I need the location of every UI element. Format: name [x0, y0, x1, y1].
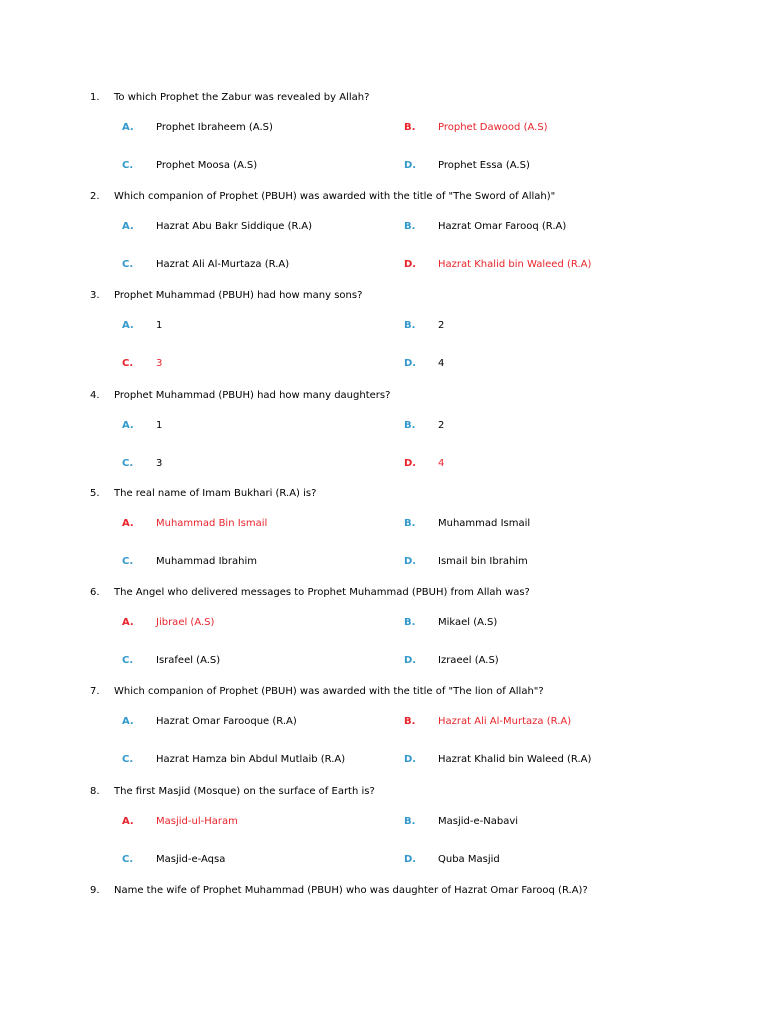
option-letter: A.	[122, 518, 134, 529]
question-number: 5.	[90, 488, 100, 499]
option-text: Hazrat Khalid bin Waleed (R.A)	[438, 754, 592, 765]
question-text: The first Masjid (Mosque) on the surface of Earth is?	[114, 786, 375, 797]
option-text: Masjid-e-Aqsa	[156, 854, 226, 865]
option-text: Izraeel (A.S)	[438, 655, 499, 666]
option-letter: A.	[122, 221, 134, 232]
option-letter: D.	[404, 754, 417, 765]
option-text: Prophet Ibraheem (A.S)	[156, 122, 273, 133]
question-text: Name the wife of Prophet Muhammad (PBUH) who was daughter of Hazrat Omar Farooq (R.A)?	[114, 885, 588, 896]
option-text: 1	[156, 320, 163, 331]
option-text: Quba Masjid	[438, 854, 500, 865]
option-text: Hazrat Hamza bin Abdul Mutlaib (R.A)	[156, 754, 346, 765]
option-letter: C.	[122, 556, 134, 567]
option-text: Israfeel (A.S)	[156, 655, 221, 666]
correct-answer-text: Hazrat Khalid bin Waleed (R.A)	[438, 259, 592, 270]
option-letter: C.	[122, 160, 134, 171]
option-letter: B.	[404, 320, 416, 331]
question-number: 1.	[90, 92, 100, 103]
option-letter: B.	[404, 221, 416, 232]
question-text: The Angel who delivered messages to Prophet Muhammad (PBUH) from Allah was?	[114, 587, 530, 598]
question-text: Which companion of Prophet (PBUH) was awarded with the title of "The Sword of Allah)"	[114, 191, 556, 202]
option-text: 1	[156, 420, 163, 431]
option-letter: D.	[404, 655, 417, 666]
option-text: Prophet Moosa (A.S)	[156, 160, 258, 171]
option-text: Prophet Essa (A.S)	[438, 160, 530, 171]
option-letter: D.	[404, 160, 417, 171]
correct-answer-text: 3	[156, 358, 163, 369]
option-letter: C.	[122, 754, 134, 765]
question-number: 3.	[90, 290, 100, 301]
correct-answer-text: Jibrael (A.S)	[156, 617, 215, 628]
option-letter: A.	[122, 716, 134, 727]
option-text: Masjid-e-Nabavi	[438, 816, 519, 827]
correct-answer-text: 4	[438, 458, 445, 469]
question-number: 7.	[90, 686, 100, 697]
correct-answer-text: Masjid-ul-Haram	[156, 816, 238, 827]
question-number: 8.	[90, 786, 100, 797]
correct-answer-text: Prophet Dawood (A.S)	[438, 122, 548, 133]
option-text: 3	[156, 458, 163, 469]
option-letter: A.	[122, 420, 134, 431]
question-number: 6.	[90, 587, 100, 598]
option-letter: C.	[122, 259, 134, 270]
option-letter: B.	[404, 716, 416, 727]
option-letter: D.	[404, 458, 417, 469]
option-letter: B.	[404, 122, 416, 133]
option-text: Hazrat Ali Al-Murtaza (R.A)	[156, 259, 290, 270]
option-letter: D.	[404, 854, 417, 865]
question-text: To which Prophet the Zabur was revealed by Allah?	[114, 92, 370, 103]
question-number: 9.	[90, 885, 100, 896]
option-text: 2	[438, 420, 445, 431]
option-letter: A.	[122, 816, 134, 827]
option-text: Muhammad Ibrahim	[156, 556, 257, 567]
question-text: Prophet Muhammad (PBUH) had how many sons?	[114, 290, 363, 301]
option-text: 4	[438, 358, 445, 369]
option-text: Ismail bin Ibrahim	[438, 556, 528, 567]
option-text: Muhammad Ismail	[438, 518, 531, 529]
question-number: 4.	[90, 390, 100, 401]
question-text: Which companion of Prophet (PBUH) was awarded with the title of "The lion of Allah"?	[114, 686, 544, 697]
option-letter: A.	[122, 617, 134, 628]
option-text: Hazrat Abu Bakr Siddique (R.A)	[156, 221, 313, 232]
option-text: 2	[438, 320, 445, 331]
correct-answer-text: Hazrat Ali Al-Murtaza (R.A)	[438, 716, 572, 727]
option-letter: B.	[404, 617, 416, 628]
option-letter: D.	[404, 259, 417, 270]
option-letter: C.	[122, 655, 134, 666]
correct-answer-text: Muhammad Bin Ismail	[156, 518, 268, 529]
option-letter: A.	[122, 320, 134, 331]
option-letter: B.	[404, 518, 416, 529]
option-letter: B.	[404, 420, 416, 431]
option-letter: C.	[122, 458, 134, 469]
option-letter: C.	[122, 358, 134, 369]
option-text: Hazrat Omar Farooque (R.A)	[156, 716, 297, 727]
option-letter: B.	[404, 816, 416, 827]
question-number: 2.	[90, 191, 100, 202]
option-text: Hazrat Omar Farooq (R.A)	[438, 221, 567, 232]
option-text: Mikael (A.S)	[438, 617, 498, 628]
option-letter: D.	[404, 358, 417, 369]
option-letter: D.	[404, 556, 417, 567]
question-text: The real name of Imam Bukhari (R.A) is?	[114, 488, 317, 499]
option-letter: A.	[122, 122, 134, 133]
option-letter: C.	[122, 854, 134, 865]
question-text: Prophet Muhammad (PBUH) had how many daughters?	[114, 390, 391, 401]
